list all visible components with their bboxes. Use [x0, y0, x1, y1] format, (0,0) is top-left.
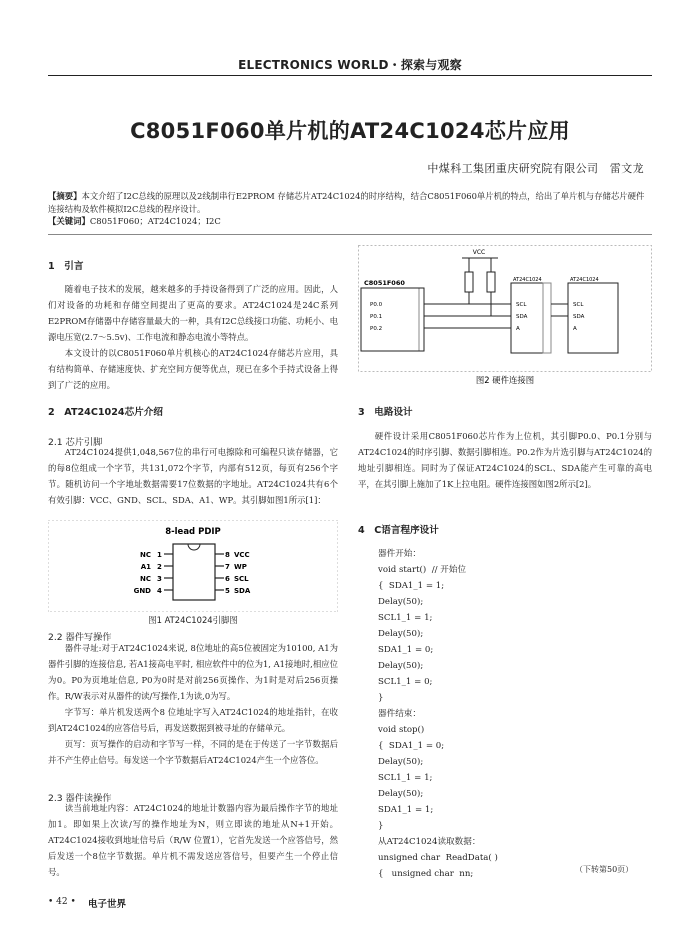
section-2-1-body	[48, 444, 338, 508]
section-2-1-heading: 2.1 芯片引脚	[48, 437, 103, 448]
figure-2-connection	[358, 245, 652, 387]
journal-footer-name: 电子世界	[88, 899, 127, 910]
chip-2-pin: A	[573, 326, 577, 332]
code-line: }	[378, 821, 384, 831]
code-line: SCL1_1 = 1;	[378, 773, 433, 783]
continued-note: （下转第50页）	[575, 865, 634, 874]
figure-2-caption: 图2 硬件连接图	[475, 375, 535, 385]
code-line: Delay(50);	[378, 661, 424, 671]
code-line: 器件结束：	[378, 709, 421, 719]
chip-1-pin: SCL	[516, 302, 527, 308]
vcc-label: VCC	[472, 249, 486, 256]
pin-number: 8	[225, 551, 230, 559]
author-affiliation: 中煤科工集团重庆研究院有限公司 雷文龙	[427, 162, 644, 175]
paragraph: 硬件设计采用C8051F060芯片作为上位机，其引脚P0.0、P0.1分别与AT24C1024的时序引脚、数据引脚相连。P0.2作为片选引脚与AT24C1024的地址引脚相连。同时为了保证AT24C1024的SCL、SDA能产生可靠的高电平，在其引脚上施加了1K上拉电阻。硬件连接图如图2所示[2]。	[358, 431, 652, 489]
code-line: { SDA1_1 = 0;	[378, 741, 445, 751]
code-line: { unsigned char nn;	[378, 869, 474, 879]
section-1-heading: 1 引言	[48, 261, 84, 272]
abstract-block	[48, 190, 652, 228]
section-2-heading: 2 AT24C1024芯片介绍	[48, 407, 163, 418]
section-2-2-body	[48, 640, 338, 768]
abstract-text: 本文介绍了I2C总线的原理以及2线制串行E2PROM 存储芯片AT24C1024的时序结构，结合C8051F060单片机的特点，给出了单片机与存储芯片硬件连接结构及软件模拟I2C总线的程序设计。	[48, 191, 645, 214]
paragraph: 读当前地址内容：AT24C1024的地址计数器内容为最后操作字节的地址加1。即如果上次读/写的操作地址为N，则立即读的地址从N+1开始。AT24C1024接收到地址信号后（R/W 位置1），它首先发送一个应答信号，然后发送一个8位字节数据。单片机不需发送应答信号，但要产生一个停止信号。	[48, 803, 338, 877]
section-3-body	[358, 428, 652, 492]
keywords-text: C8051F060；AT24C1024；I2C	[89, 216, 221, 226]
chip-1-pin: A	[516, 326, 520, 332]
pin-label-nc: NC	[140, 575, 151, 583]
chip-2-label: AT24C1024	[570, 277, 599, 283]
pin-label-vcc: VCC	[234, 551, 250, 559]
pin-number: 5	[225, 587, 230, 595]
pin-label-nc: NC	[140, 551, 151, 559]
package-label: 8-lead PDIP	[165, 527, 221, 537]
ic-body	[173, 544, 215, 600]
keywords-label: 【关键词】	[48, 216, 90, 226]
pullup-resistor	[465, 272, 473, 292]
pin-label-wp: WP	[234, 563, 247, 571]
pin-number: 6	[225, 575, 230, 583]
pin-number: 7	[225, 563, 230, 571]
pullup-resistor	[487, 272, 495, 292]
code-line: Delay(50);	[378, 629, 424, 639]
pin-label-sda: SDA	[234, 587, 251, 595]
paragraph: AT24C1024提供1,048,567位的串行可电擦除和可编程只读存储器，它的每8位组成一个字节，共131,072个字节，内部有512页，每页有256个字节。随机访问一个字地址数据需要17位数据的字地址。AT24C1024共有6个有效引脚：VCC、GND、SCL、SDA、A1、WP。其引脚如图1所示[1]：	[48, 447, 338, 505]
header-rule	[48, 75, 652, 76]
code-listing	[378, 546, 648, 882]
code-line: Delay(50);	[378, 789, 424, 799]
section-2-3-body	[48, 800, 338, 880]
mcu-pin: P0.0	[370, 302, 383, 308]
code-line: Delay(50);	[378, 757, 424, 767]
pin-number: 3	[157, 575, 162, 583]
mcu-label: C8051F060	[364, 279, 405, 287]
section-1-body	[48, 281, 338, 393]
section-2-3-heading: 2.3 器件读操作	[48, 793, 112, 804]
section-4-heading: 4 C语言程序设计	[358, 525, 439, 536]
pin-number: 4	[157, 587, 162, 595]
pin-number: 1	[157, 551, 162, 559]
section-3-heading: 3 电路设计	[358, 407, 413, 418]
code-line: unsigned char ReadData( )	[378, 853, 498, 863]
paragraph: 本文设计的以C8051F060单片机核心的AT24C1024存储芯片应用，具有结构简单、存储速度快、扩充空间方便等优点，现已在多个手持式设备上得到了广泛的应用。	[48, 348, 338, 390]
chip-2-pin: SDA	[573, 314, 585, 320]
code-line: void start() // 开始位	[378, 565, 467, 575]
code-line: }	[378, 693, 384, 703]
paragraph: 页写：页写操作的启动和字节写一样，不同的是在于传送了一字节数据后并不产生停止信号。每发送一个字节数据后AT24C1024产生一个应答位。	[48, 739, 338, 765]
code-line: void stop()	[378, 725, 425, 735]
code-line: SDA1_1 = 0;	[378, 645, 434, 655]
page-number: • 42 •	[48, 897, 76, 907]
code-line: 从AT24C1024读取数据：	[378, 837, 481, 847]
chip-2-pin: SCL	[573, 302, 584, 308]
paragraph: 随着电子技术的发展，越来越多的手持设备得到了广泛的应用。因此，人们对设备的功耗和存储空间提出了更高的要求。AT24C1024是24C系列E2PROM存储器中存储容量最大的一种，具有I2C总线接口功能、功耗小、电源电压宽(2.7～5.5v)、工作电流和静态电流小等特点。	[48, 284, 338, 342]
figure-1-caption: 图1 AT24C1024引脚图	[148, 615, 238, 625]
mcu-pin: P0.2	[370, 326, 383, 332]
paragraph: 器件寻址:对于AT24C1024来说, 8位地址的高5位被固定为10100, A1为器件引脚的连接信息, 若A1接高电平时, 相应软件中的位为1, A1接地时,相应位为0。P0为页地址信息, P0为0时是对前256页操作、为1时是对后256页操作。R/W表示对从器件的读/写操作,1为读,0为写。	[48, 643, 338, 701]
pin-label-a1: A1	[140, 563, 151, 571]
paragraph: 字节写：单片机发送两个8 位地址字写入AT24C1024的地址指针，在收到AT24C1024的应答信号后，再发送数据到被寻址的存储单元。	[48, 707, 338, 733]
chip-1-label: AT24C1024	[513, 277, 542, 283]
pin-number: 2	[157, 563, 162, 571]
journal-header: ELECTRONICS WORLD・探索与观察	[238, 58, 462, 72]
chip-1-pin: SDA	[516, 314, 528, 320]
code-line: 器件开始：	[378, 549, 421, 559]
code-line: Delay(50);	[378, 597, 424, 607]
code-line: SDA1_1 = 1;	[378, 805, 434, 815]
figure-1-pinout	[48, 520, 338, 612]
abstract-rule	[48, 234, 652, 235]
abstract-label: 【摘要】	[48, 191, 82, 201]
section-2-2-heading: 2.2 器件写操作	[48, 632, 112, 643]
code-line: SCL1_1 = 0;	[378, 677, 433, 687]
pin-label-scl: SCL	[234, 575, 249, 583]
mcu-pin: P0.1	[370, 314, 383, 320]
code-line: SCL1_1 = 1;	[378, 613, 433, 623]
code-line: { SDA1_1 = 1;	[378, 581, 445, 591]
pin-label-gnd: GND	[133, 587, 151, 595]
article-title: C8051F060单片机的AT24C1024芯片应用	[130, 119, 570, 143]
